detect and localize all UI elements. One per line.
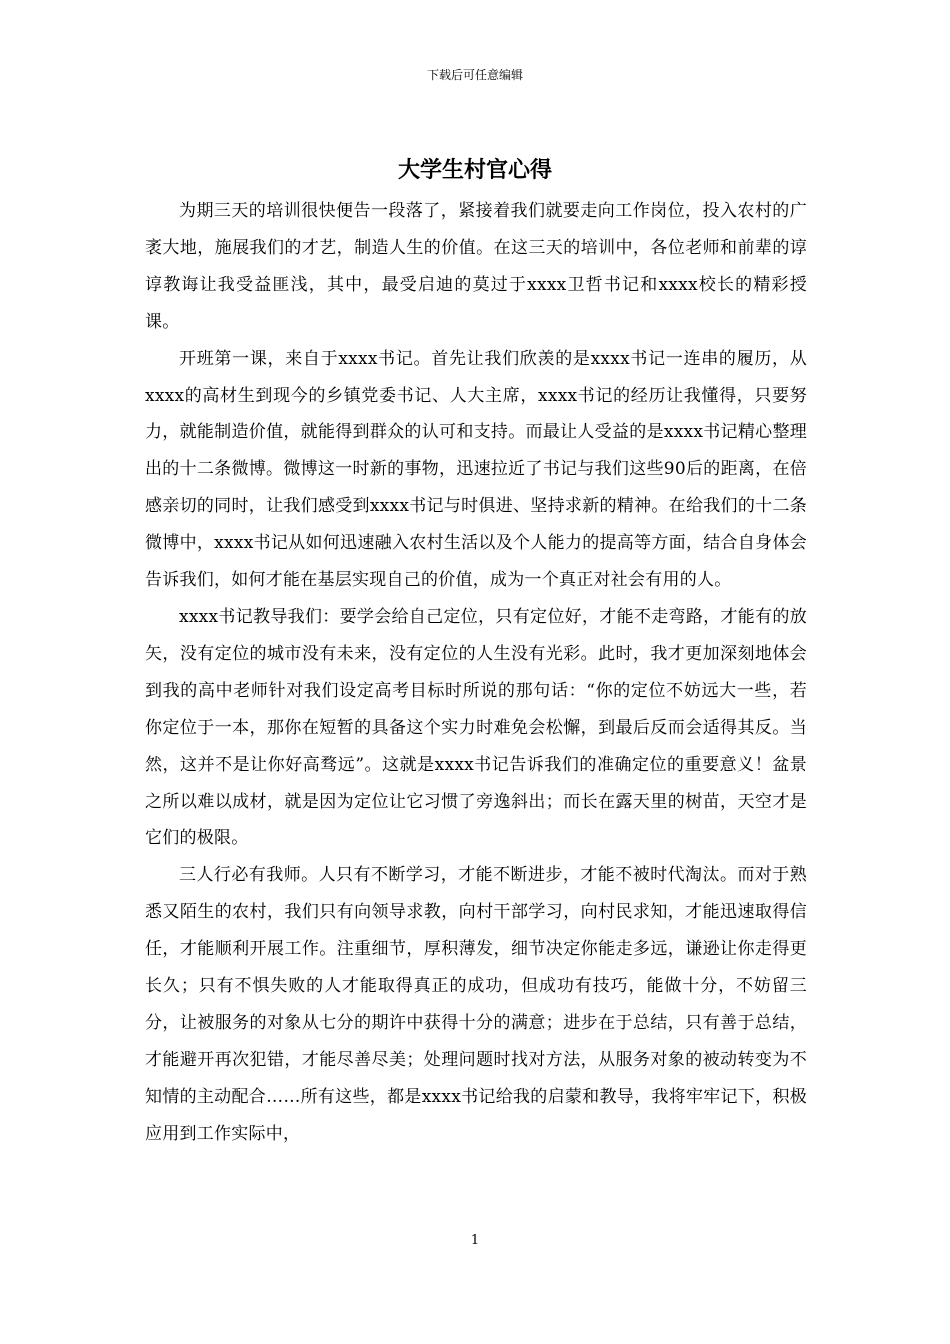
paragraph-4: 三人行必有我师。人只有不断学习，才能不断进步，才能不被时代淘汰。而对于熟悉又陌生的农村，我们只有向领导求教，向村干部学习，向村民求知，才能迅速取得信任，才能顺利开展工作。注重细节，厚积薄发，细节决定你能走多远，谦逊让你走得更长久；只有不惧失败的人才能取得真正的成功，但成功有技巧，能做十分，不妨留三分，让被服务的对象从七分的期许中获得十分的满意；进步在于总结，只有善于总结，才能避开再次犯错，才能尽善尽美；处理问题时找对方法，从服务对象的被动转变为不知情的主动配合……所有这些，都是xxxx书记给我的启蒙和教导，我将牢牢记下，积极应用到工作实际中， (145, 865, 807, 1144)
page-header: 下载后可任意编辑 (426, 68, 523, 82)
page-number: 1 (470, 1233, 480, 1248)
paragraph-2: 开班第一课，来自于xxxx书记。首先让我们欣羡的是xxxx书记一连串的履历，从xxxx的高材生到现今的乡镇党委书记、人大主席，xxxx书记的经历让我懂得，只要努力，就能制造价值，就能得到群众的认可和支持。而最让人受益的是xxxx书记精心整理出的十二条微博。微博这一时新的事物，迅速拉近了书记与我们这些90后的距离，在倍感亲切的同时，让我们感受到xxxx书记与时俱进、坚持求新的精神。在给我们的十二条微博中，xxxx书记从如何迅速融入农村生活以及个人能力的提高等方面，结合自身体会告诉我们，如何才能在基层实现自己的价值，成为一个真正对社会有用的人。 (145, 348, 807, 591)
document-body (145, 193, 807, 1153)
document-title: 大学生村官心得 (397, 158, 552, 183)
paragraph-1: 为期三天的培训很快便告一段落了，紧接着我们就要走向工作岗位，投入农村的广袤大地，施展我们的才艺，制造人生的价值。在这三天的培训中，各位老师和前辈的谆谆教诲让我受益匪浅，其中，最受启迪的莫过于xxxx卫哲书记和xxxx校长的精彩授课。 (145, 201, 807, 332)
paragraph-3: xxxx书记教导我们：要学会给自己定位，只有定位好，才能不走弯路，才能有的放矢，没有定位的城市没有未来，没有定位的人生没有光彩。此时，我才更加深刻地体会到我的高中老师针对我们设定高考目标时所说的那句话：“你的定位不妨远大一些，若你定位于一本，那你在短暂的具备这个实力时难免会松懈，到最后反而会适得其反。当然，这并不是让你好高骛远”。这就是xxxx书记告诉我们的准确定位的重要意义！盆景之所以难以成材，就是因为定位让它习惯了旁逸斜出；而长在露天里的树苗，天空才是它们的极限。 (145, 606, 807, 849)
